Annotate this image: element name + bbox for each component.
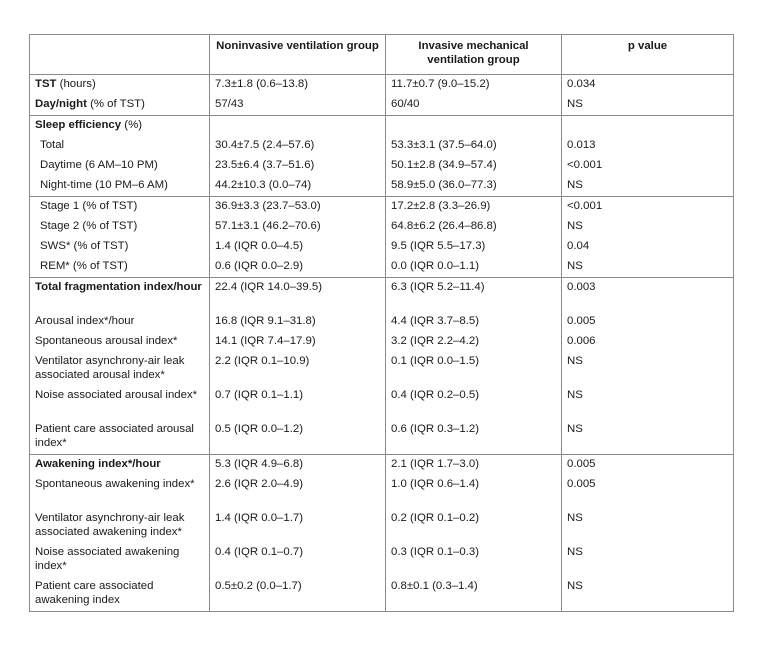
label-rest: (hours) — [56, 78, 96, 90]
row-label: Stage 2 (% of TST) — [30, 217, 210, 237]
table-row — [30, 543, 734, 577]
p-cell: 0.003 — [562, 278, 734, 313]
row-label: Noise associated arousal index* — [30, 386, 210, 420]
p-cell: NS — [562, 420, 734, 455]
header-row — [30, 35, 734, 75]
imv-cell: 0.1 (IQR 0.0–1.5) — [386, 352, 562, 386]
row-label: Night-time (10 PM–6 AM) — [30, 176, 210, 197]
row-label: Daytime (6 AM–10 PM) — [30, 156, 210, 176]
header-imv: Invasive mechanical ventilation group — [386, 35, 562, 75]
p-cell: 0.04 — [562, 237, 734, 257]
niv-cell: 57/43 — [210, 95, 386, 116]
label-rest: (%) — [121, 119, 142, 131]
p-cell: NS — [562, 257, 734, 278]
table-row — [30, 577, 734, 612]
label-rest: (% of TST) — [86, 98, 145, 110]
imv-cell: 0.8±0.1 (0.3–1.4) — [386, 577, 562, 612]
imv-cell: 64.8±6.2 (26.4–86.8) — [386, 217, 562, 237]
table-row — [30, 352, 734, 386]
table-row — [30, 95, 734, 116]
row-label: Stage 1 (% of TST) — [30, 197, 210, 218]
row-label — [30, 95, 210, 116]
label-bold: Sleep efficiency — [35, 119, 122, 131]
table-row — [30, 237, 734, 257]
p-cell: 0.005 — [562, 312, 734, 332]
p-cell: NS — [562, 95, 734, 116]
p-cell: NS — [562, 577, 734, 612]
results-table — [29, 34, 734, 612]
p-cell — [562, 116, 734, 137]
imv-cell: 11.7±0.7 (9.0–15.2) — [386, 75, 562, 96]
row-label: Awakening index*/hour — [30, 455, 210, 476]
table-row — [30, 475, 734, 509]
row-label: Total — [30, 136, 210, 156]
row-label: Patient care associated arousal index* — [30, 420, 210, 455]
imv-cell: 1.0 (IQR 0.6–1.4) — [386, 475, 562, 509]
p-cell: <0.001 — [562, 197, 734, 218]
table-row — [30, 257, 734, 278]
row-label: Spontaneous arousal index* — [30, 332, 210, 352]
niv-cell: 0.4 (IQR 0.1–0.7) — [210, 543, 386, 577]
niv-cell: 23.5±6.4 (3.7–51.6) — [210, 156, 386, 176]
header-p: p value — [562, 35, 734, 75]
imv-cell: 0.3 (IQR 0.1–0.3) — [386, 543, 562, 577]
p-cell: 0.005 — [562, 475, 734, 509]
table-row — [30, 386, 734, 420]
niv-cell: 44.2±10.3 (0.0–74) — [210, 176, 386, 197]
p-cell: NS — [562, 543, 734, 577]
row-label — [30, 75, 210, 96]
p-cell: 0.034 — [562, 75, 734, 96]
p-cell: <0.001 — [562, 156, 734, 176]
table-row — [30, 420, 734, 455]
table-row — [30, 509, 734, 543]
p-cell: 0.006 — [562, 332, 734, 352]
niv-cell: 7.3±1.8 (0.6–13.8) — [210, 75, 386, 96]
p-cell: NS — [562, 217, 734, 237]
row-label: Ventilator asynchrony-air leak associated awakening index* — [30, 509, 210, 543]
niv-cell: 1.4 (IQR 0.0–1.7) — [210, 509, 386, 543]
niv-cell: 14.1 (IQR 7.4–17.9) — [210, 332, 386, 352]
table-row — [30, 136, 734, 156]
table-row — [30, 75, 734, 96]
table-row — [30, 116, 734, 137]
niv-cell: 0.5±0.2 (0.0–1.7) — [210, 577, 386, 612]
imv-cell: 2.1 (IQR 1.7–3.0) — [386, 455, 562, 476]
row-label: Spontaneous awakening index* — [30, 475, 210, 509]
imv-cell: 6.3 (IQR 5.2–11.4) — [386, 278, 562, 313]
imv-cell: 9.5 (IQR 5.5–17.3) — [386, 237, 562, 257]
imv-cell: 60/40 — [386, 95, 562, 116]
niv-cell: 36.9±3.3 (23.7–53.0) — [210, 197, 386, 218]
row-label: Noise associated awakening index* — [30, 543, 210, 577]
row-label: Arousal index*/hour — [30, 312, 210, 332]
row-label: Total fragmentation index/hour — [30, 278, 210, 313]
niv-cell: 57.1±3.1 (46.2–70.6) — [210, 217, 386, 237]
row-label: Ventilator asynchrony-air leak associated arousal index* — [30, 352, 210, 386]
imv-cell: 4.4 (IQR 3.7–8.5) — [386, 312, 562, 332]
niv-cell: 30.4±7.5 (2.4–57.6) — [210, 136, 386, 156]
row-label — [30, 116, 210, 137]
niv-cell: 1.4 (IQR 0.0–4.5) — [210, 237, 386, 257]
label-bold: Day/night — [35, 98, 87, 110]
imv-cell: 0.2 (IQR 0.1–0.2) — [386, 509, 562, 543]
row-label: SWS* (% of TST) — [30, 237, 210, 257]
p-cell: 0.005 — [562, 455, 734, 476]
p-cell: NS — [562, 352, 734, 386]
header-label — [30, 35, 210, 75]
header-niv: Noninvasive ventilation group — [210, 35, 386, 75]
p-cell: NS — [562, 509, 734, 543]
p-cell: NS — [562, 176, 734, 197]
imv-cell: 17.2±2.8 (3.3–26.9) — [386, 197, 562, 218]
table-row — [30, 156, 734, 176]
imv-cell — [386, 116, 562, 137]
niv-cell: 5.3 (IQR 4.9–6.8) — [210, 455, 386, 476]
row-label: REM* (% of TST) — [30, 257, 210, 278]
imv-cell: 3.2 (IQR 2.2–4.2) — [386, 332, 562, 352]
imv-cell: 0.6 (IQR 0.3–1.2) — [386, 420, 562, 455]
niv-cell: 0.6 (IQR 0.0–2.9) — [210, 257, 386, 278]
niv-cell — [210, 116, 386, 137]
imv-cell: 50.1±2.8 (34.9–57.4) — [386, 156, 562, 176]
p-cell: NS — [562, 386, 734, 420]
imv-cell: 58.9±5.0 (36.0–77.3) — [386, 176, 562, 197]
table-row — [30, 455, 734, 476]
table-row — [30, 278, 734, 313]
label-bold: TST — [35, 78, 57, 90]
table-row — [30, 332, 734, 352]
niv-cell: 2.6 (IQR 2.0–4.9) — [210, 475, 386, 509]
niv-cell: 0.5 (IQR 0.0–1.2) — [210, 420, 386, 455]
imv-cell: 0.4 (IQR 0.2–0.5) — [386, 386, 562, 420]
table-row — [30, 197, 734, 218]
niv-cell: 0.7 (IQR 0.1–1.1) — [210, 386, 386, 420]
row-label: Patient care associated awakening index — [30, 577, 210, 612]
imv-cell: 0.0 (IQR 0.0–1.1) — [386, 257, 562, 278]
imv-cell: 53.3±3.1 (37.5–64.0) — [386, 136, 562, 156]
table-row — [30, 217, 734, 237]
table-row — [30, 176, 734, 197]
niv-cell: 2.2 (IQR 0.1–10.9) — [210, 352, 386, 386]
niv-cell: 16.8 (IQR 9.1–31.8) — [210, 312, 386, 332]
p-cell: 0.013 — [562, 136, 734, 156]
niv-cell: 22.4 (IQR 14.0–39.5) — [210, 278, 386, 313]
table-row — [30, 312, 734, 332]
